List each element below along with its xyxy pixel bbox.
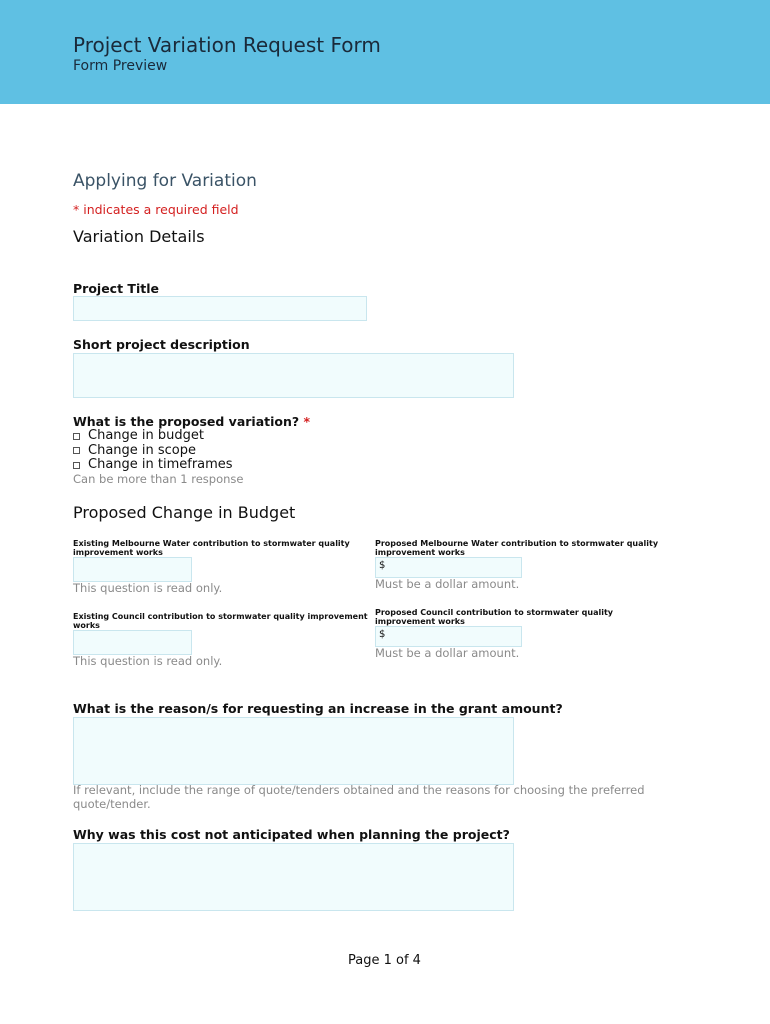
option-change-in-budget[interactable] xyxy=(73,429,233,444)
not-anticipated-textarea[interactable] xyxy=(73,843,514,911)
proposed-variation-label xyxy=(73,414,310,429)
checkbox-icon[interactable] xyxy=(73,447,80,454)
existing-council-input xyxy=(73,630,192,655)
currency-symbol: $ xyxy=(379,629,386,640)
variation-details-title: Variation Details xyxy=(73,227,205,246)
proposed-mw-hint: Must be a dollar amount. xyxy=(375,577,520,591)
variation-options xyxy=(73,429,233,473)
budget-section-title: Proposed Change in Budget xyxy=(73,503,296,522)
header-banner xyxy=(0,0,770,104)
checkbox-icon[interactable] xyxy=(73,462,80,469)
proposed-council-input[interactable] xyxy=(375,626,522,647)
proposed-mw-input[interactable] xyxy=(375,557,522,578)
not-anticipated-label: Why was this cost not anticipated when planning the project? xyxy=(73,827,510,842)
proposed-council-hint: Must be a dollar amount. xyxy=(375,646,520,660)
required-star: * xyxy=(303,414,311,429)
form-title: Project Variation Request Form xyxy=(73,33,381,57)
options-hint: Can be more than 1 response xyxy=(73,472,244,486)
required-note: * indicates a required field xyxy=(73,202,239,217)
section-title: Applying for Variation xyxy=(73,171,257,191)
increase-reason-textarea[interactable] xyxy=(73,717,514,785)
project-title-input[interactable] xyxy=(73,296,367,321)
option-label: Change in scope xyxy=(88,442,197,458)
existing-council-label: Existing Council contribution to stormwater quality improvement works xyxy=(73,612,368,630)
increase-reason-label: What is the reason/s for requesting an increase in the grant amount? xyxy=(73,701,563,716)
increase-reason-hint: If relevant, include the range of quote/tenders obtained and the reasons for choosing the preferred quote/tender. xyxy=(73,783,645,811)
existing-mw-input xyxy=(73,557,192,582)
proposed-mw-label: Proposed Melbourne Water contribution to stormwater quality improvement works xyxy=(375,539,659,557)
proposed-variation-label-text: What is the proposed variation? xyxy=(73,414,300,429)
checkbox-icon[interactable] xyxy=(73,433,80,440)
existing-mw-label: Existing Melbourne Water contribution to stormwater quality improvement works xyxy=(73,539,350,557)
form-subtitle: Form Preview xyxy=(73,58,168,74)
option-label: Change in budget xyxy=(88,428,204,443)
short-description-label: Short project description xyxy=(73,337,250,352)
short-description-textarea[interactable] xyxy=(73,353,514,398)
page-number: Page 1 of 4 xyxy=(348,953,421,968)
currency-symbol: $ xyxy=(379,560,386,571)
option-change-in-scope[interactable] xyxy=(73,444,233,459)
project-title-label: Project Title xyxy=(73,281,159,296)
option-change-in-timeframes[interactable] xyxy=(73,458,233,473)
existing-council-hint: This question is read only. xyxy=(73,654,223,668)
existing-mw-hint: This question is read only. xyxy=(73,581,223,595)
option-label: Change in timeframes xyxy=(88,457,233,472)
proposed-council-label: Proposed Council contribution to stormwater quality improvement works xyxy=(375,608,613,626)
